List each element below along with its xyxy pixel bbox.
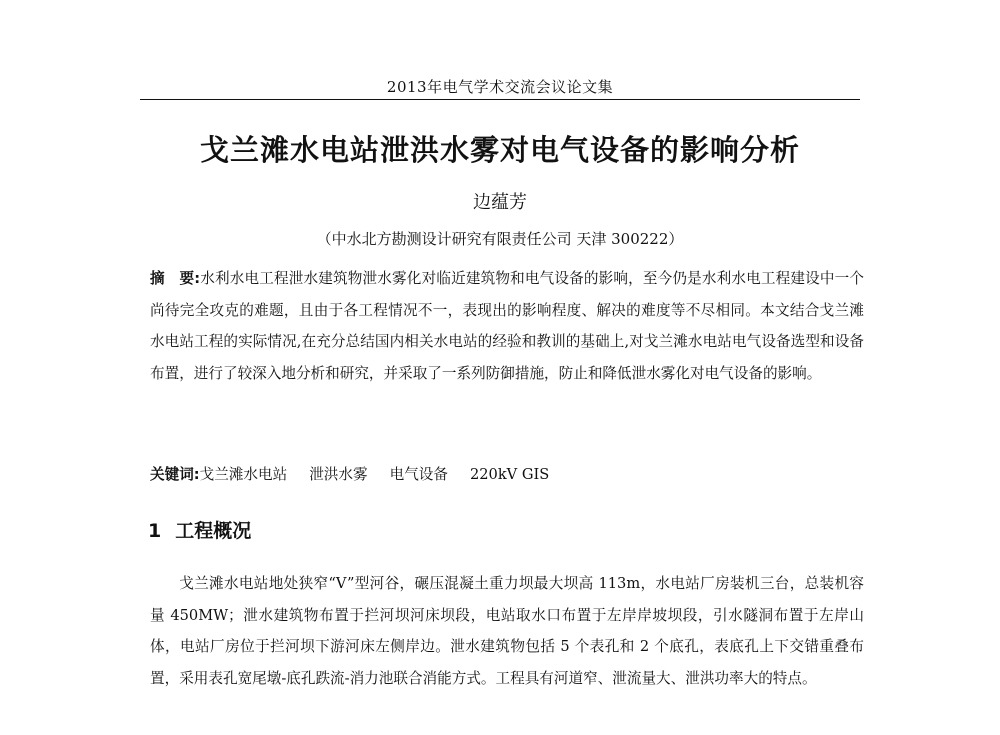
- header-rule: [140, 99, 860, 100]
- body-paragraph: 戈兰滩水电站地处狭窄“V”型河谷，碾压混凝土重力坝最大坝高 113m，水电站厂房装机三台，总装机容量 450MW；泄水建筑物布置于拦河坝河床坝段，电站取水口布置于左岸岸坡坝段，引水隧洞布置于左岸山体，电站厂房位于拦河坝下游河床左侧岸边。泄水建筑物包括 5 个表孔和 2 个底孔，表底孔上下交错重叠布置，采用表孔宽尾墩-底孔跌流-消力池联合消能方式。工程具有河道窄、泄流量大、泄洪功率大的特点。: [150, 575, 864, 687]
- abstract: [150, 263, 864, 389]
- section-number: 1: [148, 520, 162, 542]
- keyword: 电气设备: [389, 466, 448, 483]
- keyword: 220kV GIS: [469, 466, 550, 483]
- author-name: 边蕴芳: [473, 192, 527, 213]
- author-affiliation: （中水北方勘测设计研究有限责任公司 天津 300222）: [316, 230, 684, 248]
- abstract-label: 摘 要:: [150, 270, 201, 287]
- keyword: 戈兰滩水电站: [199, 466, 288, 483]
- running-header: 2013年电气学术交流会议论文集: [386, 78, 614, 96]
- abstract-text: 水利水电工程泄水建筑物泄水雾化对临近建筑物和电气设备的影响，至今仍是水利水电工程建设中一个尚待完全攻克的难题，且由于各工程情况不一，表现出的影响程度、解决的难度等不尽相同。本文结合戈兰滩水电站工程的实际情况,在充分总结国内相关水电站的经验和教训的基础上,对戈兰滩水电站电气设备选型和设备布置，进行了较深入地分析和研究，并采取了一系列防御措施，防止和降低泄水雾化对电气设备的影响。: [150, 270, 864, 382]
- keywords: [150, 463, 864, 484]
- paper-title: 戈兰滩水电站泄洪水雾对电气设备的影响分析: [199, 133, 800, 167]
- keywords-label: 关键词:: [150, 466, 200, 483]
- section-title: 工程概况: [175, 520, 252, 542]
- keyword: 泄洪水雾: [309, 466, 368, 483]
- section-heading: [148, 516, 748, 543]
